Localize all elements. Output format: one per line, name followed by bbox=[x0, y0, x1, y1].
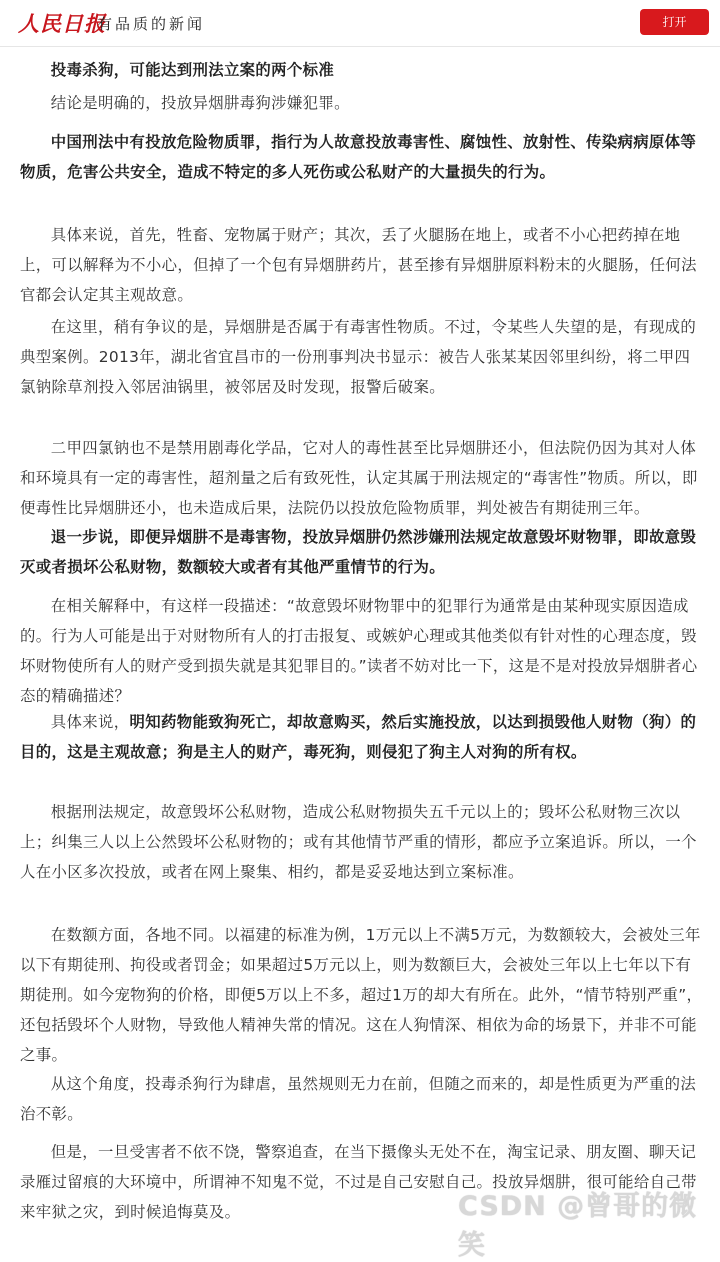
paragraph-bold: 中国刑法中有投放危险物质罪，指行为人故意投放毒害性、腐蚀性、放射性、传染病病原体等物质，危害公共安全，造成不特定的多人死伤或公私财产的大量损失的行为。 bbox=[20, 133, 697, 181]
paragraph bbox=[20, 707, 704, 767]
paragraph: 具体来说，首先，牲畜、宠物属于财产；其次，丢了火腿肠在地上，或者不小心把药掉在地上，可以解释为不小心，但掉了一个包有异烟肼药片，甚至掺有异烟肼原料粉末的火腿肠，任何法官都会认定其主观故意。 bbox=[20, 226, 697, 304]
csdn-watermark: CSDN @曾哥的微笑 bbox=[458, 1191, 698, 1261]
header-slogan: 有品质的新闻 bbox=[97, 15, 206, 33]
paragraph: 二甲四氯钠也不是禁用剧毒化学品，它对人的毒性甚至比异烟肼还小，但法院仍因为其对人体和环境具有一定的毒害性，超剂量之后有致死性，认定其属于刑法规定的“毒害性”物质。所以，即便毒性比异烟肼还小，也未造成后果，法院仍以投放危险物质罪，判处被告有期徒刑三年。 bbox=[20, 439, 698, 517]
paragraph: 在数额方面，各地不同。以福建的标准为例，1万元以上不满5万元，为数额较大，会被处三年以下有期徒刑、拘役或者罚金；如果超过5万元以上，则为数额巨大，会被处三年以上七年以下有期徒刑。如今宠物狗的价格，即便5万以上不多，超过1万的却大有所在。此外，“情节特别严重”，还包括毁坏个人财物，导致他人精神失常的情况。这在人狗情深、相依为命的场景下，并非不可能之事。 bbox=[20, 926, 703, 1064]
open-app-button[interactable]: 打开 bbox=[640, 9, 709, 35]
paragraph-bold-span: 明知药物能致狗死亡，却故意购买，然后实施投放，以达到损毁他人财物（狗）的目的，这是主观故意；狗是主人的财产，毒死狗，则侵犯了狗主人对狗的所有权。 bbox=[20, 713, 697, 761]
section-heading: 投毒杀狗，可能达到刑法立案的两个标准 bbox=[50, 61, 335, 79]
paragraph: 从这个角度，投毒杀狗行为肆虐，虽然规则无力在前，但随之而来的，却是性质更为严重的法治不彰。 bbox=[20, 1075, 697, 1123]
paragraph: 根据刑法规定，故意毁坏公私财物，造成公私财物损失五千元以上的；毁坏公私财物三次以上；纠集三人以上公然毁坏公私财物的；或有其他情节严重的情形，都应予立案追诉。所以，一个人在小区多次投放，或者在网上聚集、相约，都是妥妥地达到立案标准。 bbox=[20, 803, 697, 881]
peoples-daily-logo[interactable]: 人民日报 bbox=[18, 11, 106, 36]
paragraph-bold: 退一步说，即便异烟肼不是毒害物，投放异烟肼仍然涉嫌刑法规定故意毁坏财物罪，即故意毁灭或者损坏公私财物，数额较大或者有其他严重情节的行为。 bbox=[20, 528, 697, 576]
paragraph-lead: 具体来说， bbox=[50, 713, 130, 731]
article-body bbox=[0, 47, 720, 1235]
paragraph: 结论是明确的，投放异烟肼毒狗涉嫌犯罪。 bbox=[50, 94, 350, 112]
paragraph: 但是，一旦受害者不依不饶，警察追查，在当下摄像头无处不在，淘宝记录、朋友圈、聊天记录雁过留痕的大环境中，所谓神不知鬼不觉，不过是自己安慰自己。投放异烟肼，很可能给自己带来牢狱之灾，到时候追悔莫及。 bbox=[20, 1143, 697, 1221]
paragraph: 在相关解释中，有这样一段描述：“故意毁坏财物罪中的犯罪行为通常是由某种现实原因造成的。行为人可能是出于对财物所有人的打击报复、或嫉妒心理或其他类似有针对性的心理态度，毁坏财物使所有人的财产受到损失就是其犯罪目的。”读者不妨对比一下，这是不是对投放异烟肼者心态的精确描述？ bbox=[20, 597, 698, 705]
top-bar bbox=[0, 0, 720, 46]
paragraph: 在这里，稍有争议的是，异烟肼是否属于有毒害性物质。不过，令某些人失望的是，有现成的典型案例。2013年，湖北省宜昌市的一份刑事判决书显示：被告人张某某因邻里纠纷，将二甲四氯钠除草剂投入邻居油锅里，被邻居及时发现，报警后破案。 bbox=[20, 318, 697, 396]
